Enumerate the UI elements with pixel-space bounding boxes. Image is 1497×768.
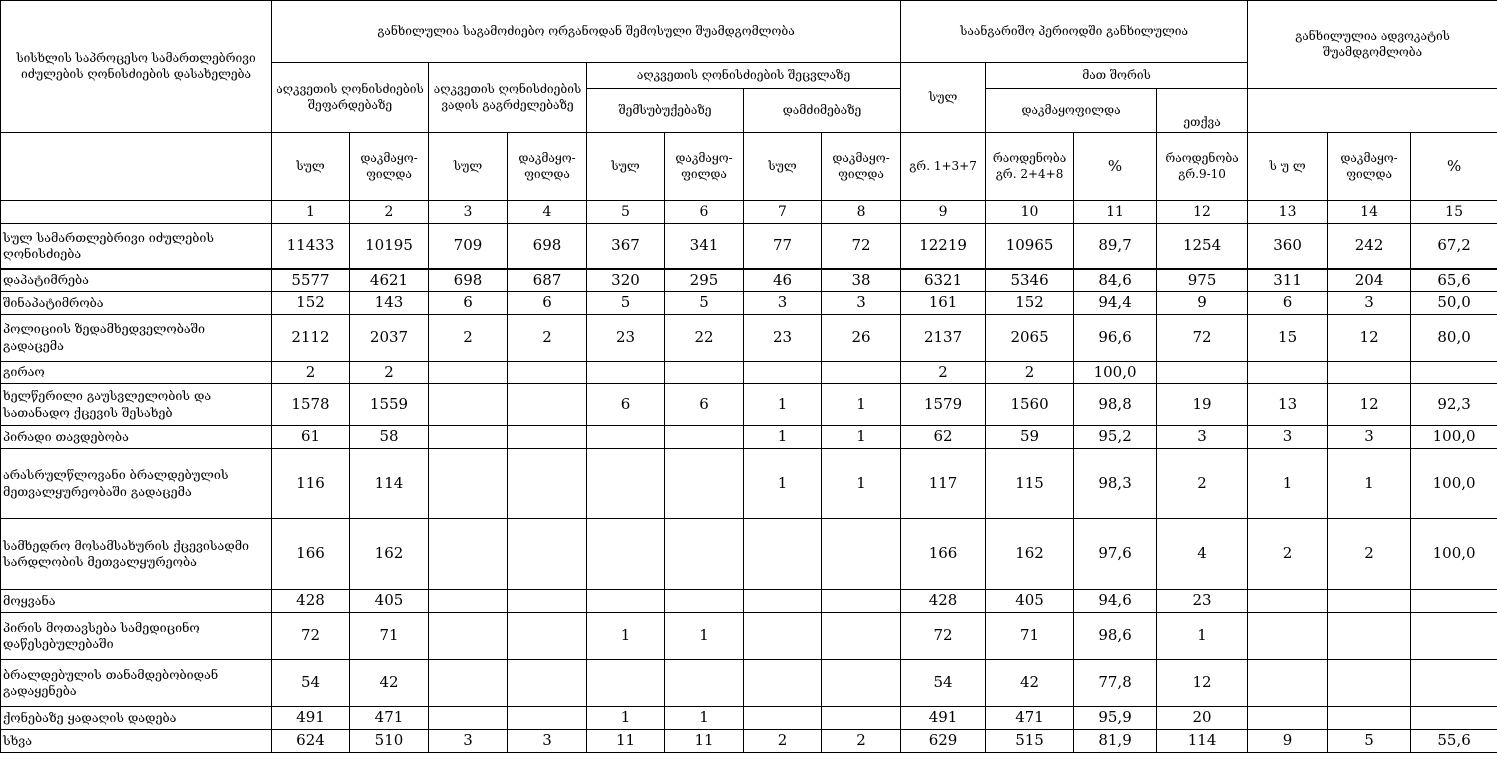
table-cell: 1: [744, 449, 822, 519]
table-cell: 6: [665, 384, 744, 426]
table-cell: 11: [587, 730, 665, 753]
table-cell: 367: [587, 224, 665, 269]
table-cell: 405: [986, 590, 1074, 613]
table-cell: [665, 660, 744, 707]
group-header-lawyer: განხილულია ადვოკატის შუამდგომლობა: [1248, 1, 1497, 89]
table-cell: 11433: [272, 224, 350, 269]
table-cell: 22: [665, 314, 744, 361]
table-cell: 15: [1248, 314, 1328, 361]
table-cell: 98,6: [1074, 613, 1157, 660]
table-cell: [587, 590, 665, 613]
subheader-total: სულ: [901, 63, 986, 133]
table-cell: 624: [272, 730, 350, 753]
table-cell: 6321: [901, 269, 986, 292]
table-cell: [665, 590, 744, 613]
table-cell: 62: [901, 426, 986, 449]
table-cell: [1328, 707, 1411, 730]
table-cell: [822, 707, 901, 730]
table-cell: 100,0: [1411, 449, 1497, 519]
table-cell: [822, 660, 901, 707]
table-cell: [429, 361, 508, 384]
table-row: [1, 361, 1497, 384]
table-cell: 3: [1328, 426, 1411, 449]
table-cell: 12219: [901, 224, 986, 269]
table-cell: 3: [429, 730, 508, 753]
table-cell: [508, 707, 587, 730]
table-row: [1, 224, 1497, 269]
table-cell: 42: [986, 660, 1074, 707]
row-label: პოლიციის ზედამხედველობაში გადაცემა: [1, 314, 272, 361]
table-cell: [429, 426, 508, 449]
table-cell: [429, 590, 508, 613]
row-label: სხვა: [1, 730, 272, 753]
column-number: 4: [508, 201, 587, 224]
table-cell: 55,6: [1411, 730, 1497, 753]
table-row: [1, 519, 1497, 590]
table-cell: [587, 361, 665, 384]
table-cell: 89,7: [1074, 224, 1157, 269]
table-cell: 9: [1248, 730, 1328, 753]
table-cell: 50,0: [1411, 292, 1497, 315]
table-cell: 161: [901, 292, 986, 315]
subheader-satisfied: დაკმაყოფილდა: [986, 89, 1157, 133]
table-cell: 2112: [272, 314, 350, 361]
col-head-8: დაკმაყო-ფილდა: [822, 133, 901, 201]
table-cell: 1578: [272, 384, 350, 426]
column-number: 2: [350, 201, 429, 224]
table-cell: 98,3: [1074, 449, 1157, 519]
table-cell: [1328, 660, 1411, 707]
table-cell: 2: [272, 361, 350, 384]
table-cell: [1328, 361, 1411, 384]
table-cell: 23: [744, 314, 822, 361]
table-cell: 98,8: [1074, 384, 1157, 426]
table-cell: 2: [1328, 519, 1411, 590]
table-cell: [1411, 707, 1497, 730]
table-cell: [1248, 660, 1328, 707]
table-cell: 1: [1157, 613, 1248, 660]
table-cell: 3: [822, 292, 901, 315]
table-cell: 96,6: [1074, 314, 1157, 361]
table-cell: 95,9: [1074, 707, 1157, 730]
column-number: 15: [1411, 201, 1497, 224]
table-cell: 491: [272, 707, 350, 730]
table-cell: 629: [901, 730, 986, 753]
table-cell: 61: [272, 426, 350, 449]
table-row: [1, 660, 1497, 707]
table-cell: 2: [986, 361, 1074, 384]
table-cell: [1411, 361, 1497, 384]
table-cell: 97,6: [1074, 519, 1157, 590]
table-cell: [429, 384, 508, 426]
table-cell: 72: [1157, 314, 1248, 361]
subheader-mitigate: შემსუბუქებაზე: [587, 89, 744, 133]
table-cell: 2: [1157, 449, 1248, 519]
table-cell: 166: [272, 519, 350, 590]
table-cell: [822, 613, 901, 660]
row-label: ბრალდებულის თანამდებობიდან გადაყენება: [1, 660, 272, 707]
table-cell: 3: [1328, 292, 1411, 315]
table-cell: 71: [986, 613, 1074, 660]
table-cell: [429, 707, 508, 730]
table-cell: 94,4: [1074, 292, 1157, 315]
column-number: 10: [986, 201, 1074, 224]
col-head-5: სულ: [587, 133, 665, 201]
table-cell: [822, 519, 901, 590]
table-cell: [1328, 590, 1411, 613]
table-cell: 295: [665, 269, 744, 292]
table-cell: 2: [429, 314, 508, 361]
table-cell: 162: [986, 519, 1074, 590]
table-cell: 2: [901, 361, 986, 384]
table-cell: [744, 707, 822, 730]
row-label-header: სისხლის საპროცესო სამართლებრივი იძულების ღონისძიების დასახელება: [1, 1, 272, 133]
table-cell: 3: [1157, 426, 1248, 449]
table-cell: 1: [665, 613, 744, 660]
col-head-2: დაკმაყო-ფილდა: [350, 133, 429, 201]
table-cell: 72: [901, 613, 986, 660]
table-cell: 975: [1157, 269, 1248, 292]
col-head-13: ს უ ლ: [1248, 133, 1328, 201]
table-cell: [744, 613, 822, 660]
column-number: 7: [744, 201, 822, 224]
table-cell: [1248, 707, 1328, 730]
column-number: 5: [587, 201, 665, 224]
table-cell: 6: [587, 384, 665, 426]
column-number: 6: [665, 201, 744, 224]
table-cell: 3: [744, 292, 822, 315]
table-cell: 23: [587, 314, 665, 361]
table-cell: [508, 613, 587, 660]
table-cell: 71: [350, 613, 429, 660]
table-row: [1, 730, 1497, 753]
table-cell: 95,2: [1074, 426, 1157, 449]
table-cell: [508, 384, 587, 426]
table-cell: [587, 660, 665, 707]
table-row: [1, 707, 1497, 730]
table-cell: 471: [986, 707, 1074, 730]
table-cell: [1248, 361, 1328, 384]
table-cell: 698: [508, 224, 587, 269]
table-cell: 1: [665, 707, 744, 730]
table-cell: 5577: [272, 269, 350, 292]
table-cell: 152: [986, 292, 1074, 315]
column-number: 8: [822, 201, 901, 224]
table-cell: 42: [350, 660, 429, 707]
table-cell: 166: [901, 519, 986, 590]
table-cell: 242: [1328, 224, 1411, 269]
table-cell: [665, 519, 744, 590]
table-cell: [744, 590, 822, 613]
column-number: 11: [1074, 201, 1157, 224]
table-cell: 59: [986, 426, 1074, 449]
row-label: სულ სამართლებრივი იძულების ღონისძიება: [1, 224, 272, 269]
table-cell: 405: [350, 590, 429, 613]
table-cell: 100,0: [1411, 426, 1497, 449]
table-cell: 6: [508, 292, 587, 315]
table-cell: 5346: [986, 269, 1074, 292]
table-cell: 54: [272, 660, 350, 707]
table-cell: 115: [986, 449, 1074, 519]
table-row: [1, 613, 1497, 660]
table-cell: [1248, 613, 1328, 660]
row-label: გირაო: [1, 361, 272, 384]
table-cell: 12: [1328, 314, 1411, 361]
row-label: ხელწერილი გაუსვლელობის და სათანადო ქცევის შესახებ: [1, 384, 272, 426]
table-cell: 81,9: [1074, 730, 1157, 753]
table-cell: 5: [665, 292, 744, 315]
table-cell: 4621: [350, 269, 429, 292]
subheader-rejected: ეთქვა: [1157, 89, 1248, 133]
col-head-6: დაკმაყო-ფილდა: [665, 133, 744, 201]
table-row: [1, 314, 1497, 361]
group-header-investigation: განხილულია საგამოძიებო ორგანოდან შემოსული შუამდგომლობა: [272, 1, 901, 63]
table-cell: 2: [350, 361, 429, 384]
table-cell: 84,6: [1074, 269, 1157, 292]
col-head-7: სულ: [744, 133, 822, 201]
table-cell: 204: [1328, 269, 1411, 292]
table-cell: 72: [822, 224, 901, 269]
row-label: სამხედრო მოსამსახურის ქცევისადმი სარდლობის მეთვალყურეობა: [1, 519, 272, 590]
subheader-apply: აღკვეთის ღონისძიების შეფარდებაზე: [272, 63, 429, 133]
table-cell: 23: [1157, 590, 1248, 613]
table-cell: 311: [1248, 269, 1328, 292]
table-cell: [1411, 660, 1497, 707]
table-cell: [744, 361, 822, 384]
column-number: 12: [1157, 201, 1248, 224]
table-row: [1, 384, 1497, 426]
table-cell: [508, 519, 587, 590]
table-cell: 515: [986, 730, 1074, 753]
table-cell: [665, 449, 744, 519]
table-cell: [508, 660, 587, 707]
subheader-extend: აღკვეთის ღონისძიების ვადის გაგრძელებაზე: [429, 63, 587, 133]
subheader-lawyer-blank: [1248, 89, 1497, 133]
table-cell: 1: [1248, 449, 1328, 519]
table-cell: [587, 449, 665, 519]
subheader-change: აღკვეთის ღონისძიების შეცვლაზე: [587, 63, 901, 89]
table-cell: 2: [822, 730, 901, 753]
table-cell: 1: [822, 449, 901, 519]
col-head-11: %: [1074, 133, 1157, 201]
table-cell: [429, 613, 508, 660]
group-header-reporting-period: საანგარიშო პერიოდში განხილულია: [901, 1, 1248, 63]
colnum-blank: [1, 201, 272, 224]
table-cell: 341: [665, 224, 744, 269]
data-rows: [1, 224, 1497, 753]
table-cell: 100,0: [1074, 361, 1157, 384]
table-cell: 2037: [350, 314, 429, 361]
table-cell: 12: [1157, 660, 1248, 707]
table-cell: 117: [901, 449, 986, 519]
table-cell: [1411, 590, 1497, 613]
table-row: [1, 449, 1497, 519]
table-cell: 2065: [986, 314, 1074, 361]
table-cell: 4: [1157, 519, 1248, 590]
column-number: 1: [272, 201, 350, 224]
table-cell: 3: [508, 730, 587, 753]
row-label: პირადი თავდებობა: [1, 426, 272, 449]
table-cell: 1560: [986, 384, 1074, 426]
table-cell: 1: [744, 384, 822, 426]
table-cell: [1157, 361, 1248, 384]
table-cell: [587, 519, 665, 590]
table-cell: 2: [1248, 519, 1328, 590]
table-cell: 11: [665, 730, 744, 753]
table-cell: 92,3: [1411, 384, 1497, 426]
subheader-aggravate: დამძიმებაზე: [744, 89, 901, 133]
table-cell: 698: [429, 269, 508, 292]
table-row: [1, 590, 1497, 613]
table-cell: [744, 519, 822, 590]
table-cell: [429, 660, 508, 707]
col-head-1: სულ: [272, 133, 350, 201]
column-number: 3: [429, 201, 508, 224]
table-cell: [1328, 613, 1411, 660]
table-cell: 1579: [901, 384, 986, 426]
table-cell: 80,0: [1411, 314, 1497, 361]
table-cell: 94,6: [1074, 590, 1157, 613]
row-label: შინაპატიმრობა: [1, 292, 272, 315]
table-cell: 1: [822, 384, 901, 426]
table-cell: 5: [587, 292, 665, 315]
table-cell: 26: [822, 314, 901, 361]
table-cell: 58: [350, 426, 429, 449]
table-cell: 143: [350, 292, 429, 315]
table-cell: 114: [350, 449, 429, 519]
table-cell: 320: [587, 269, 665, 292]
col-head-9: გრ. 1+3+7: [901, 133, 986, 201]
table-cell: 491: [901, 707, 986, 730]
column-number: 14: [1328, 201, 1411, 224]
row-label-header-blank: [1, 133, 272, 201]
table-row: [1, 292, 1497, 315]
table-cell: 6: [429, 292, 508, 315]
col-head-15: %: [1411, 133, 1497, 201]
table-cell: 46: [744, 269, 822, 292]
table-cell: [822, 361, 901, 384]
table-cell: [429, 519, 508, 590]
row-label: მოყვანა: [1, 590, 272, 613]
subheader-of-them: მათ შორის: [986, 63, 1248, 89]
table-cell: [822, 590, 901, 613]
table-cell: [744, 660, 822, 707]
table-row: [1, 269, 1497, 292]
row-label: დაპატიმრება: [1, 269, 272, 292]
column-number: 9: [901, 201, 986, 224]
table-cell: 1559: [350, 384, 429, 426]
table-cell: 20: [1157, 707, 1248, 730]
col-head-10: რაოდენობა გრ. 2+4+8: [986, 133, 1074, 201]
table-cell: 13: [1248, 384, 1328, 426]
table-cell: 116: [272, 449, 350, 519]
table-cell: [508, 361, 587, 384]
table-cell: 152: [272, 292, 350, 315]
col-head-12: რაოდენობა გრ.9-10: [1157, 133, 1248, 201]
table-cell: 162: [350, 519, 429, 590]
table-cell: 77: [744, 224, 822, 269]
table-cell: 2137: [901, 314, 986, 361]
table-cell: 1: [587, 707, 665, 730]
table-row: [1, 426, 1497, 449]
table-cell: 1: [822, 426, 901, 449]
table-cell: [665, 426, 744, 449]
table-cell: [508, 449, 587, 519]
col-head-14: დაკმაყო-ფილდა: [1328, 133, 1411, 201]
table-cell: [1248, 590, 1328, 613]
table-cell: 3: [1248, 426, 1328, 449]
table-cell: 471: [350, 707, 429, 730]
column-number: 13: [1248, 201, 1328, 224]
table-cell: 100,0: [1411, 519, 1497, 590]
row-label: პირის მოთავსება სამედიცინო დაწესებულებაში: [1, 613, 272, 660]
table-cell: 428: [901, 590, 986, 613]
table-cell: 428: [272, 590, 350, 613]
row-label: ქონებაზე ყადაღის დადება: [1, 707, 272, 730]
table-cell: [508, 426, 587, 449]
table-cell: [587, 426, 665, 449]
table-cell: 9: [1157, 292, 1248, 315]
table-cell: 77,8: [1074, 660, 1157, 707]
table-cell: 1254: [1157, 224, 1248, 269]
table-cell: 12: [1328, 384, 1411, 426]
table-cell: [1411, 613, 1497, 660]
table-cell: [665, 361, 744, 384]
table-cell: 65,6: [1411, 269, 1497, 292]
table-cell: 72: [272, 613, 350, 660]
table-cell: 114: [1157, 730, 1248, 753]
table-cell: 687: [508, 269, 587, 292]
row-label: არასრულწლოვანი ბრალდებულის მეთვალყურეობაში გადაცემა: [1, 449, 272, 519]
col-head-3: სულ: [429, 133, 508, 201]
table-cell: 2: [508, 314, 587, 361]
table-cell: 10195: [350, 224, 429, 269]
table-cell: 510: [350, 730, 429, 753]
table-cell: 709: [429, 224, 508, 269]
table-cell: 67,2: [1411, 224, 1497, 269]
table-cell: 1: [1328, 449, 1411, 519]
table-cell: [508, 590, 587, 613]
table-cell: [429, 449, 508, 519]
table-cell: 38: [822, 269, 901, 292]
table-cell: 360: [1248, 224, 1328, 269]
table-cell: 1: [587, 613, 665, 660]
table-cell: 54: [901, 660, 986, 707]
table-cell: 1: [744, 426, 822, 449]
table-cell: 10965: [986, 224, 1074, 269]
table-cell: 5: [1328, 730, 1411, 753]
table-cell: 6: [1248, 292, 1328, 315]
col-head-4: დაკმაყო-ფილდა: [508, 133, 587, 201]
table-cell: 2: [744, 730, 822, 753]
table-cell: 19: [1157, 384, 1248, 426]
column-number-row: [1, 201, 1497, 224]
